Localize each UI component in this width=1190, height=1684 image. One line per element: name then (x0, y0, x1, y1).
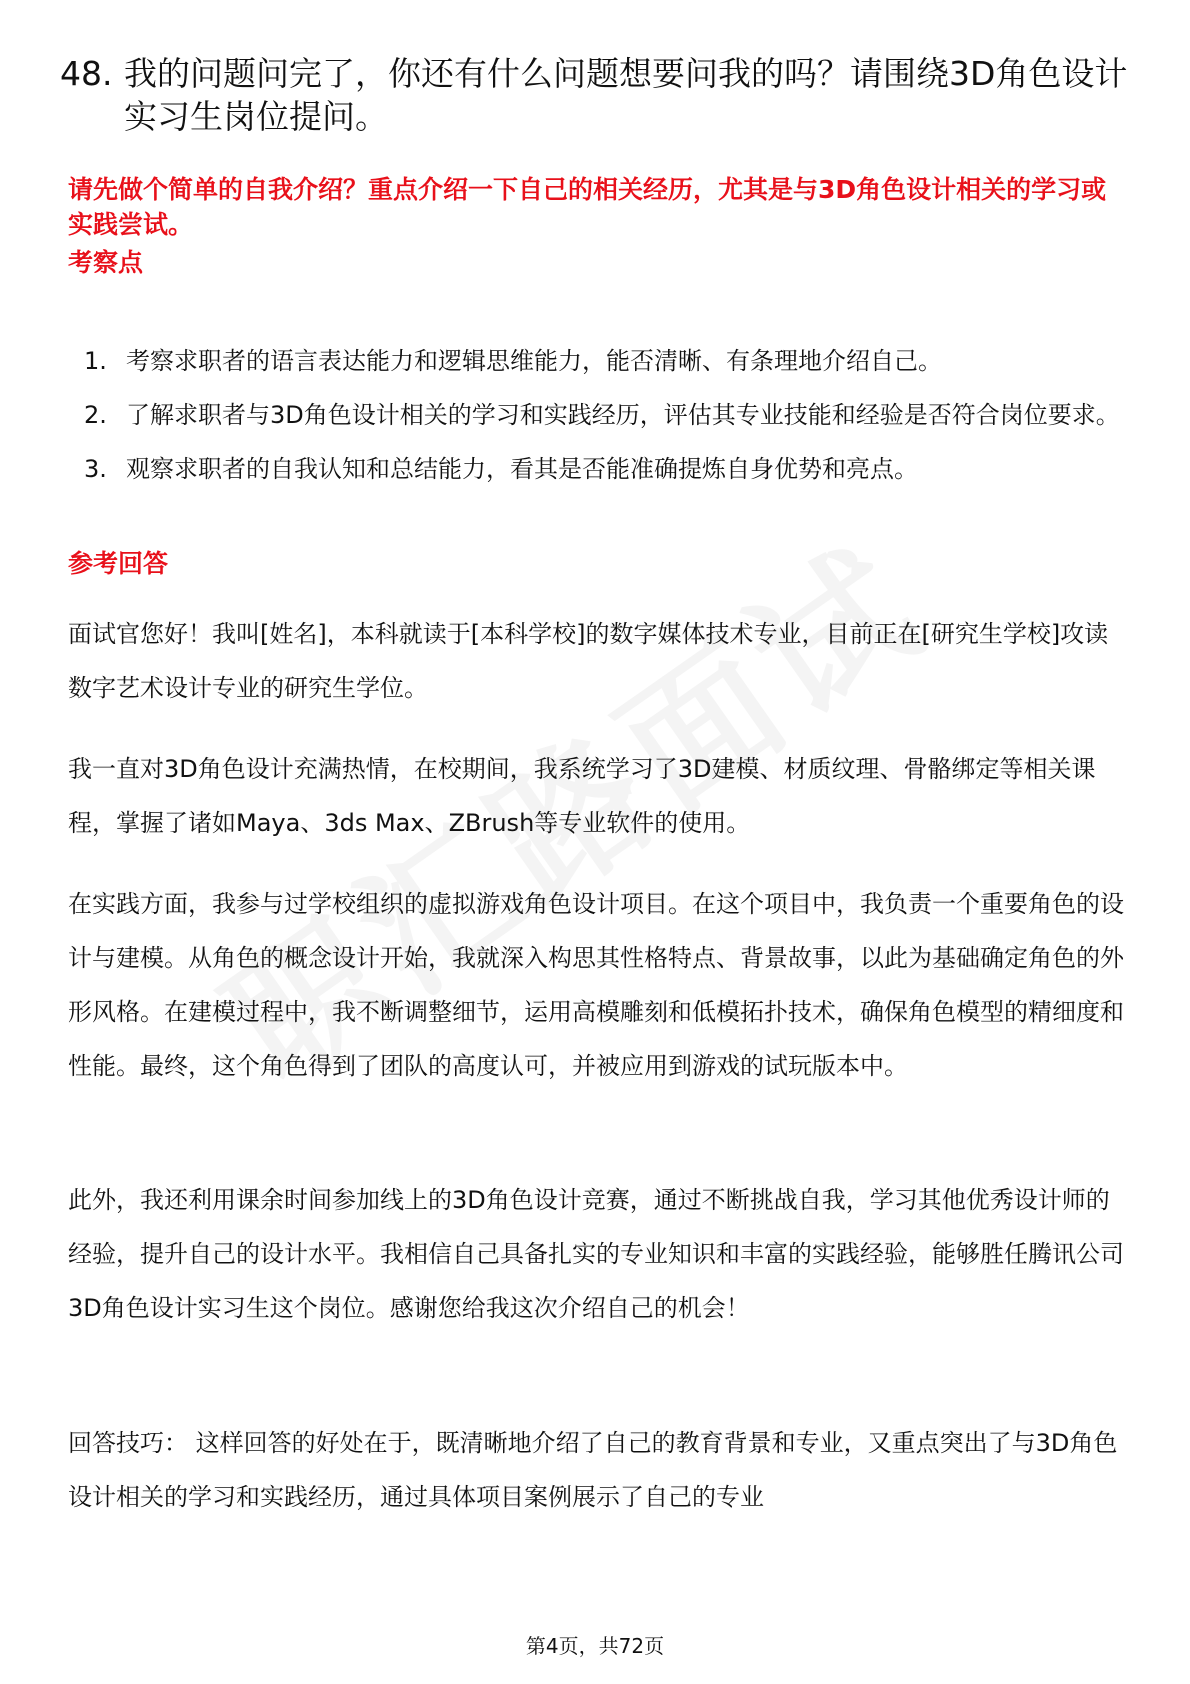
assessment-item-text: 考察求职者的语言表达能力和逻辑思维能力，能否清晰、有条理地介绍自己。 (126, 347, 942, 375)
answer-paragraph-practice: 在实践方面，我参与过学校组织的虚拟游戏角色设计项目。在这个项目中，我负责一个重要角色的设计与建模。从角色的概念设计开始，我就深入构思其性格特点、背景故事，以此为基础确定角色的外形风格。在建模过程中，我不断调整细节，运用高模雕刻和低模拓扑技术，确保角色模型的精细度和性能。最终，这个角色得到了团队的高度认可，并被应用到游戏的试玩版本中。 (68, 890, 1124, 1080)
question-text: 我的问题问完了，你还有什么问题想要问我的吗？请围绕3D角色设计实习生岗位提问。 (124, 54, 1128, 136)
assessment-item-text: 了解求职者与3D角色设计相关的学习和实践经历，评估其专业技能和经验是否符合岗位要求。 (126, 401, 1120, 429)
answer-paragraph-intro: 面试官您好！我叫[姓名]，本科就读于[本科学校]的数字媒体技术专业，目前正在[研究生学校]攻读数字艺术设计专业的研究生学位。 (68, 620, 1109, 702)
reference-answer-title: 参考回答 (68, 549, 169, 578)
assessment-item-number: 2. (84, 401, 107, 429)
assessment-title: 考察点 (68, 248, 144, 277)
assessment-item (68, 388, 1128, 442)
assessment-item-number: 1. (84, 347, 107, 375)
question-heading (60, 52, 1130, 138)
assessment-item (68, 334, 1128, 388)
assessment-item-number: 3. (84, 455, 107, 483)
answer-paragraph-skills: 我一直对3D角色设计充满热情，在校期间，我系统学习了3D建模、材质纹理、骨骼绑定等相关课程，掌握了诸如Maya、3ds Max、ZBrush等专业软件的使用。 (68, 755, 1096, 837)
question-number: 48. (60, 54, 113, 93)
answer-paragraph-competition: 此外，我还利用课余时间参加线上的3D角色设计竞赛，通过不断挑战自我，学习其他优秀设计师的经验，提升自己的设计水平。我相信自己具备扎实的专业知识和丰富的实践经验，能够胜任腾讯公司3D角色设计实习生这个岗位。感谢您给我这次介绍自己的机会！ (68, 1186, 1124, 1322)
interview-prompt: 请先做个简单的自我介绍？重点介绍一下自己的相关经历，尤其是与3D角色设计相关的学习或实践尝试。 (68, 175, 1107, 239)
page-footer: 第4页，共72页 (525, 1634, 665, 1658)
answer-tips: 回答技巧： 这样回答的好处在于，既清晰地介绍了自己的教育背景和专业，又重点突出了与3D角色设计相关的学习和实践经历，通过具体项目案例展示了自己的专业 (68, 1429, 1118, 1511)
assessment-list (68, 334, 1128, 496)
assessment-item-text: 观察求职者的自我认知和总结能力，看其是否能准确提炼自身优势和亮点。 (126, 455, 918, 483)
assessment-item (68, 442, 1128, 496)
